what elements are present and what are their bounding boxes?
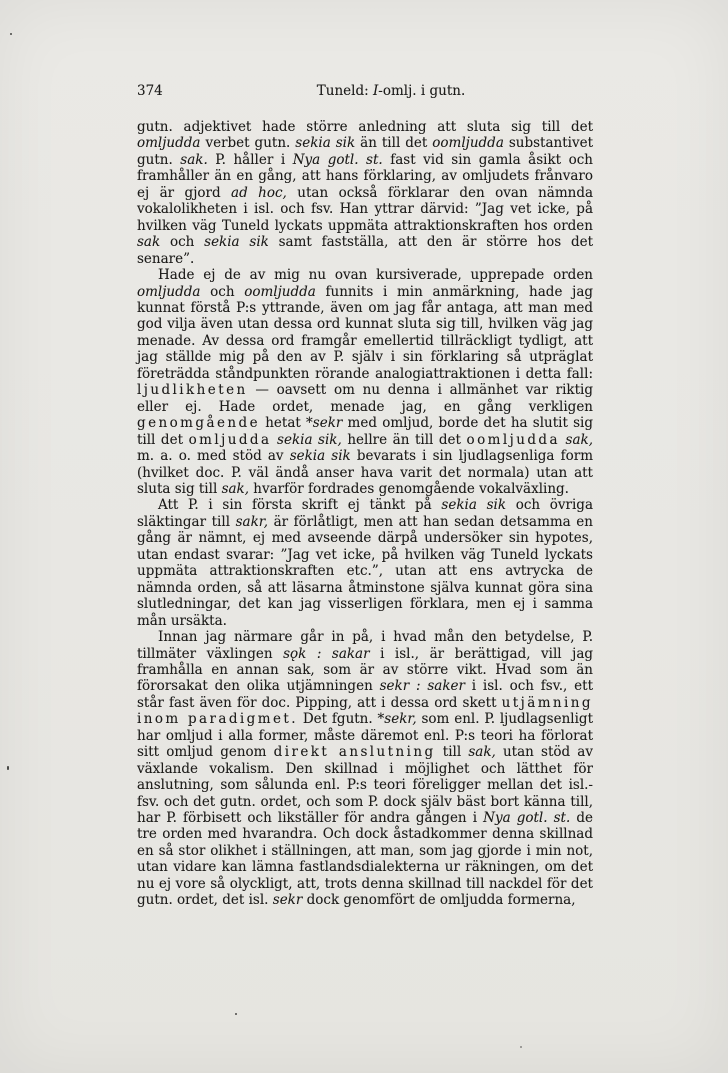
scan-speck [7,766,9,770]
italic-run: I [372,83,379,99]
spaced-run: utjämning inom paradigmet. [137,694,593,728]
scan-speck [520,1046,522,1048]
spaced-run: genomgående [137,415,260,432]
text-run: hellre än till det [341,431,467,448]
italic-run: omljudda [137,283,201,300]
italic-run: sekia sik [289,448,351,465]
italic-run: sekia sik, [277,431,342,448]
italic-run: Nya gotl. st. [292,151,383,168]
italic-run: ad hoc, [231,184,287,201]
italic-run: sekia sik [441,497,507,514]
text-run: till [435,744,469,761]
italic-run: sekia sik [204,234,269,251]
text-run: och [200,283,245,300]
text-run: Tuneld: [316,83,373,99]
text-block [137,119,593,909]
spaced-run: direkt anslutning [273,744,436,761]
italic-run: sekia sik [295,135,356,152]
italic-run: sak, [221,480,250,497]
italic-run: sak, [565,431,593,448]
italic-run: sak, [468,744,496,761]
text-run: som enl. P. ljudlagsenligt har omljud i alla former, måste däremot enl. P:s teori ha förlorat sitt omljud genom [137,711,593,761]
running-title [189,83,593,99]
text-run: — oavsett om nu denna i allmänhet var riktig eller ej. Hade ordet, menade jag, en gång verkligen [137,382,593,415]
italic-run: sak. [180,151,208,168]
text-run: i isl., är berättigad, vill jag framhålla en annan sak, som är av större vikt. Hvad som än förorsakat den olika utjämningen [137,645,594,695]
italic-run: sǫk : sakar [283,645,370,662]
text-run: Innan jag närmare går in på, i hvad mån den betydelse, P. tillmäter växlingen [137,629,593,662]
text-run: Hade ej de av mig nu ovan kursiverade, upprepade orden [158,267,593,284]
text-run: dock genomfört de omljudda formerna, [302,892,576,909]
text-run: hvarför fordrades genomgående vokalväxling. [249,480,569,497]
spaced-run: ljudlikheten [137,382,248,399]
text-run: och övriga släktingar till [137,497,593,530]
paragraph [137,119,593,267]
text-run: och [160,234,205,251]
text-run: verbet gutn. [200,135,296,152]
italic-run: Nya gotl. st. [483,810,571,827]
text-run: i isl. och fsv., ett står fast även för doc. Pipping, att i dessa ord skett [137,678,593,711]
italic-run: *sekr [306,415,343,432]
scan-speck [10,33,12,35]
text-run: de tre orden med hvarandra. Och dock åstadkommer denna skillnad en så stor olikhet i ställningen, att man, som jag gjorde i min not, utan vidare kan lämna fastlandsdialekterna ur räkningen, om det nu ej vore så olyckligt, att, trots denna skillnad till nackdel för det gutn. ordet, det isl. [137,810,593,909]
text-run: m. a. o. med stöd av [137,448,290,465]
paragraph [137,267,593,497]
text-run: Att P. i sin första skrift ej tänkt på [158,497,442,514]
text-run: fast vid sin gamla åsikt och framhåller än en gång, att hans förklaring, av omljudets frånvaro ej är gjord [137,151,593,201]
text-run: med omljud, borde det ha slutit sig till det [137,415,594,448]
text-run: bevarats i sin ljudlagsenliga form (hvilket doc. P. väl ändå anser hava varit det normala) utan att sluta sig till [137,448,593,497]
spaced-run: omljudda [188,431,272,448]
italic-run: omljudda [137,135,201,152]
paragraph [137,629,593,909]
scan-speck [235,1013,237,1015]
page-header [137,83,593,99]
text-run: P. håller i [207,151,293,168]
text-run: gutn. adjektivet hade större anledning att sluta sig till det [137,119,593,135]
paragraph [137,497,593,629]
text-run: Det fgutn. [297,711,378,728]
text-run: är förlåtligt, men att han sedan detsamma en gång är nämnt, ej med avseende därpå undersöker sin hypotes, utan endast svarar: ”Jag vet icke, på hvilken väg Tuneld lyckats uppmäta attraktionskraften etc.”, utan att ens avtrycka de nämnda orden, så att läsarna åtminstone själva kunnat göra sina slutledningar, det kan jag visserligen förklara, men ej i samma mån ursäkta. [137,513,593,629]
italic-run: sekr : saker [379,678,465,695]
italic-run: sak [137,234,161,251]
text-run: -omlj. i gutn. [378,83,466,99]
page-number: 374 [137,83,163,99]
text-run: hetat [260,415,307,432]
italic-run: *sekr, [377,711,417,728]
italic-run: oomljudda [432,135,504,152]
text-run: utan också förklarar den ovan nämnda vokalolikheten i isl. och fsv. Han yttrar därvid: ”Jag vet icke, på hvilken väg Tuneld lyckats uppmäta attraktionskraften hos orden [137,184,594,234]
text-run: substantivet gutn. [137,135,594,168]
italic-run: oomljudda [244,283,316,300]
text-run: samt fastställa, att den är större hos det senare”. [137,234,594,267]
text-run: funnits i min anmärkning, hade jag kunnat förstå P:s yttrande, även om jag får antaga, att man med god vilja även utan dessa ord kunnat sluta sig till, hvilken väg jag menade. Av dessa ord framgår emellertid tillräckligt tydligt, att jag ställde mig på den av P. själv i sin förklaring så utpräglat företrädda ståndpunkten rörande analogiattraktionen i detta fall: [137,283,594,382]
italic-run: sekr [272,892,303,909]
text-run: än till det [355,135,433,152]
spaced-run: oomljudda [466,431,560,448]
text-run: utan stöd av växlande vokalism. Den skillnad i möjlighet och lätthet för anslutning, som sålunda enl. P:s teori föreligger mellan det isl.-fsv. och det gutn. ordet, och som P. dock själv bäst bort känna till, har P. förbisett och likställer för andra gången i [137,744,593,827]
italic-run: sakr, [235,513,269,530]
